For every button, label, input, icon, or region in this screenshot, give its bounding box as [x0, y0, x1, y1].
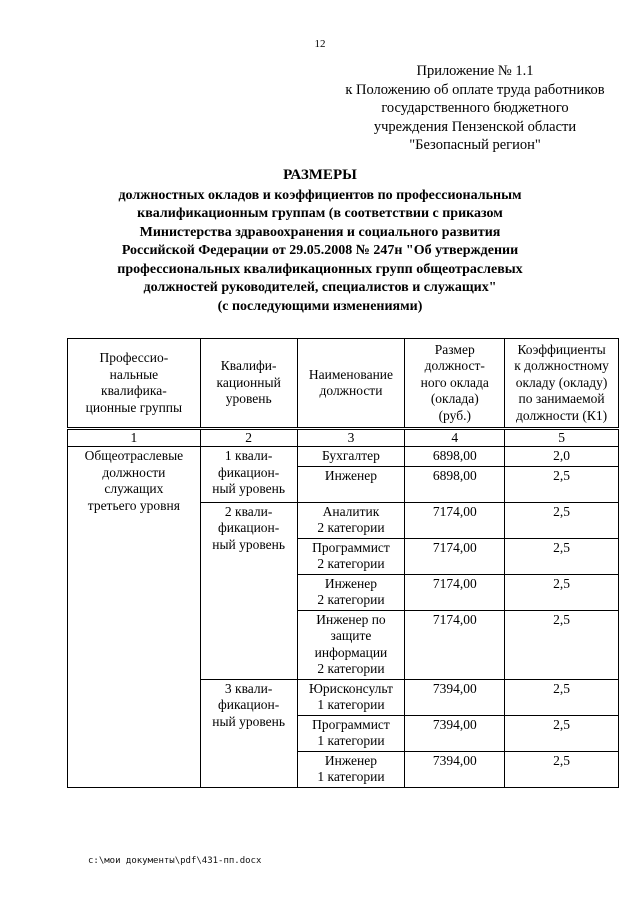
salary-cell: 7174,00: [405, 538, 505, 574]
column-number: 4: [405, 429, 505, 447]
qualification-group-cell: Общеотраслевые должности служащих третьего уровня: [68, 447, 201, 788]
position-cell: Программист 1 категории: [297, 715, 405, 751]
page-number: 12: [314, 38, 326, 50]
salary-cell: 7174,00: [405, 502, 505, 538]
appendix-line: Приложение № 1.1: [416, 63, 534, 79]
salary-cell: 7394,00: [405, 715, 505, 751]
salary-cell: 7174,00: [405, 610, 505, 679]
position-cell: Инженер 1 категории: [297, 751, 405, 787]
header-cell-position: Наименование должности: [297, 339, 405, 429]
title-line: квалификационным группам (в соответствии с приказом: [137, 206, 503, 221]
position-cell: Инженер 2 категории: [297, 574, 405, 610]
coefficient-cell: 2,5: [505, 679, 619, 715]
column-number: 2: [200, 429, 297, 447]
column-number-row: [68, 429, 619, 447]
coefficient-cell: 2,0: [505, 447, 619, 467]
qualification-level-cell: 2 квали- фикацион- ный уровень: [200, 502, 297, 679]
salary-cell: 7174,00: [405, 574, 505, 610]
coefficient-cell: 2,5: [505, 538, 619, 574]
title-line: Российской Федерации от 29.05.2008 № 247н "Об утверждении: [121, 243, 519, 258]
appendix-line: к Положению об оплате труда работников: [345, 81, 605, 98]
header-cell-coefficient: Коэффициенты к должностному окладу (окладу) по занимаемой должности (К1): [505, 339, 619, 429]
coefficient-cell: 2,5: [505, 502, 619, 538]
salary-cell: 7394,00: [405, 751, 505, 787]
document-title: [80, 166, 560, 316]
coefficient-cell: 2,5: [505, 715, 619, 751]
position-cell: Инженер: [297, 466, 405, 502]
appendix-line: учреждения Пензенской области: [373, 118, 577, 135]
position-cell: Аналитик 2 категории: [297, 502, 405, 538]
table-row: [68, 447, 619, 467]
salary-table: [67, 338, 619, 788]
title-line: должностных окладов и коэффициентов по профессиональным: [118, 187, 522, 203]
salary-cell: 6898,00: [405, 466, 505, 502]
column-number: 1: [68, 429, 201, 447]
qualification-level-cell: 1 квали- фикацион- ный уровень: [200, 447, 297, 503]
title-line: Министерства здравоохранения и социального развития: [139, 224, 501, 240]
qualification-level-cell: 3 квали- фикацион- ный уровень: [200, 679, 297, 787]
salary-cell: 7394,00: [405, 679, 505, 715]
coefficient-cell: 2,5: [505, 751, 619, 787]
header-cell-salary: Размер должност- ного оклада (оклада) (руб.): [405, 339, 505, 429]
title-line: (с последующими изменениями): [217, 298, 423, 314]
coefficient-cell: 2,5: [505, 610, 619, 679]
position-cell: Юрисконсульт 1 категории: [297, 679, 405, 715]
header-cell-level: Квалифи- кационный уровень: [200, 339, 297, 429]
coefficient-cell: 2,5: [505, 466, 619, 502]
title-heading: РАЗМЕРЫ: [283, 167, 357, 183]
title-line: должностей руководителей, специалистов и служащих": [143, 280, 497, 295]
title-line: профессиональных квалификационных групп общеотраслевых: [117, 261, 523, 277]
column-number: 3: [297, 429, 405, 447]
table-header-row: [68, 339, 619, 429]
salary-cell: 6898,00: [405, 447, 505, 467]
coefficient-cell: 2,5: [505, 574, 619, 610]
column-number: 5: [505, 429, 619, 447]
position-cell: Программист 2 категории: [297, 538, 405, 574]
header-cell-group: Профессио- нальные квалифика- ционные группы: [68, 339, 201, 429]
position-cell: Инженер по защите информации 2 категории: [297, 610, 405, 679]
position-cell: Бухгалтер: [297, 447, 405, 467]
appendix-line: "Безопасный регион": [409, 137, 541, 153]
file-path-footer: c:\мои документы\pdf\431-пп.docx: [88, 856, 262, 866]
appendix-block: [320, 62, 630, 155]
appendix-line: государственного бюджетного: [381, 100, 569, 116]
